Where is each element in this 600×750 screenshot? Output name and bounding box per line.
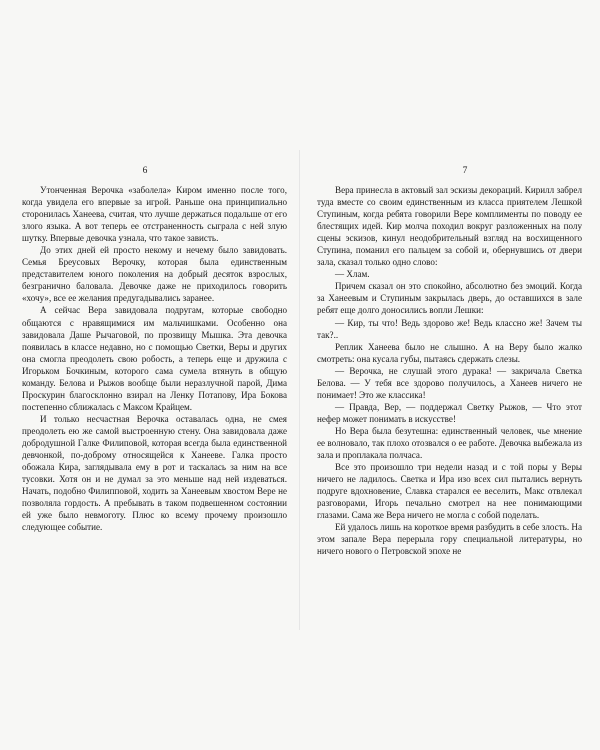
paragraph: Вера принесла в актовый зал эскизы декораций. Кирилл забрел туда вместе со своим единственным из класса приятелем Лешкой Ступиным, когда ребята говорили Вере комплименты по поводу ее блестящих идей. Кир молча походил вокруг разложенных на полу сцены эскизов, кинул неодобрительный взгляд на восхищенного Ступина, поманил его пальцем за собой и, обернувшись от двери зала, сказал только одно слово: [317, 185, 582, 268]
right-page [300, 0, 600, 750]
page-number: 7 [462, 166, 468, 176]
paragraph: До этих дней ей просто некому и нечему было завидовать. Семья Бреусовых Верочку, которая была единственным представителем юного поколения на добрый десяток взрослых, безгранично баловала. Девочке даже не приходилось говорить «хочу», все ее желания предугадывались заранее. [22, 245, 287, 304]
paragraph: Ей удалось лишь на короткое время разбудить в себе злость. На этом запале Вера перерыла гору специальной литературы, но ничего нового о Петровской эпохе не [317, 522, 582, 557]
paragraph: Все это произошло три недели назад и с той поры у Веры ничего не ладилось. Светка и Ира изо всех сил пытались вернуть подруге вдохновение, Славка старался ее веселить, Макс отвлекал разговорами, Игорь печально смотрел на нее понимающими глазами. Сама же Вера ничего не могла с собой поделать. [317, 462, 582, 521]
page-text [317, 184, 582, 557]
paragraph: Утонченная Верочка «заболела» Киром именно после того, когда увидела его впервые за игрой. Раньше она принципиально сторонилась Ханеева, считая, что лучше держаться подальше от его злого языка. А вот теперь ее отстраненность сыграла с ней злую шутку. Впервые девочка узнала, что такое зависть. [22, 185, 287, 244]
paragraph: И только несчастная Верочка оставалась одна, не смея преодолеть ею же самой выстроенную стену. Она завидовала даже добродушной Галке Филиповой, которая всегда была единственной девчонкой, по-доброму относящейся к Ханееве. Галка просто обожала Кира, заглядывала ему в рот и таскалась за ним на все тусовки. Хотя он и не думал за это меньше над ней издеваться. Начать, подобно Филипповой, ходить за Ханеевым хвостом Вере не позволяла гордость. А пребывать в таком подвешенном состоянии ей уже было невмоготу. Плюс ко всему прочему произошло следующее событие. [22, 413, 287, 533]
paragraph: Реплик Ханеева было не слышно. А на Веру было жалко смотреть: она кусала губы, пытаясь сдержать слезы. [317, 341, 582, 364]
page-number: 6 [142, 166, 148, 176]
paragraph: — Хлам. [335, 269, 370, 280]
paragraph: — Кир, ты что! Ведь здорово же! Ведь классно же! Зачем ты так?.. [317, 317, 582, 340]
paragraph: — Правда, Вер, — поддержал Светку Рыжов, — Что этот нефер может понимать в искусстве! [317, 401, 582, 424]
page-text [22, 184, 287, 533]
paragraph: А сейчас Вера завидовала подругам, которые свободно общаются с нравящимися им мальчишками. Особенно она завидовала Даше Рычаговой, по прозвищу Мышка. Эта девочка появилась в классе недавно, но с помощью Светки, Веры и других она смогла преодолеть свою робость, а теперь еще и дружила с Игорьком Бочкиным, которого сама сумела втянуть в общую команду. Белова и Рыжов вообще были неразлучной парой, Дима Проскурин благосклонно взирал на Ленку Потапову, Ира Бокова постепенно сближалась с Максом Крайцем. [22, 305, 287, 412]
paragraph: Но Вера была безутешна: единственный человек, чье мнение ее волновало, так плохо отозвался о ее работе. Девочка выбежала из зала и проплакала полчаса. [317, 425, 582, 461]
paragraph: — Верочка, не слушай этого дурака! — закричала Светка Белова. — У тебя все здорово получилось, а Ханеев ничего не понимает! Это же классика! [317, 365, 582, 400]
paragraph: Причем сказал он это спокойно, абсолютно без эмоций. Когда за Ханеевым и Ступиным закрылась дверь, до оставшихся в зале ребят еще долго доносились вопли Лешки: [317, 281, 582, 316]
